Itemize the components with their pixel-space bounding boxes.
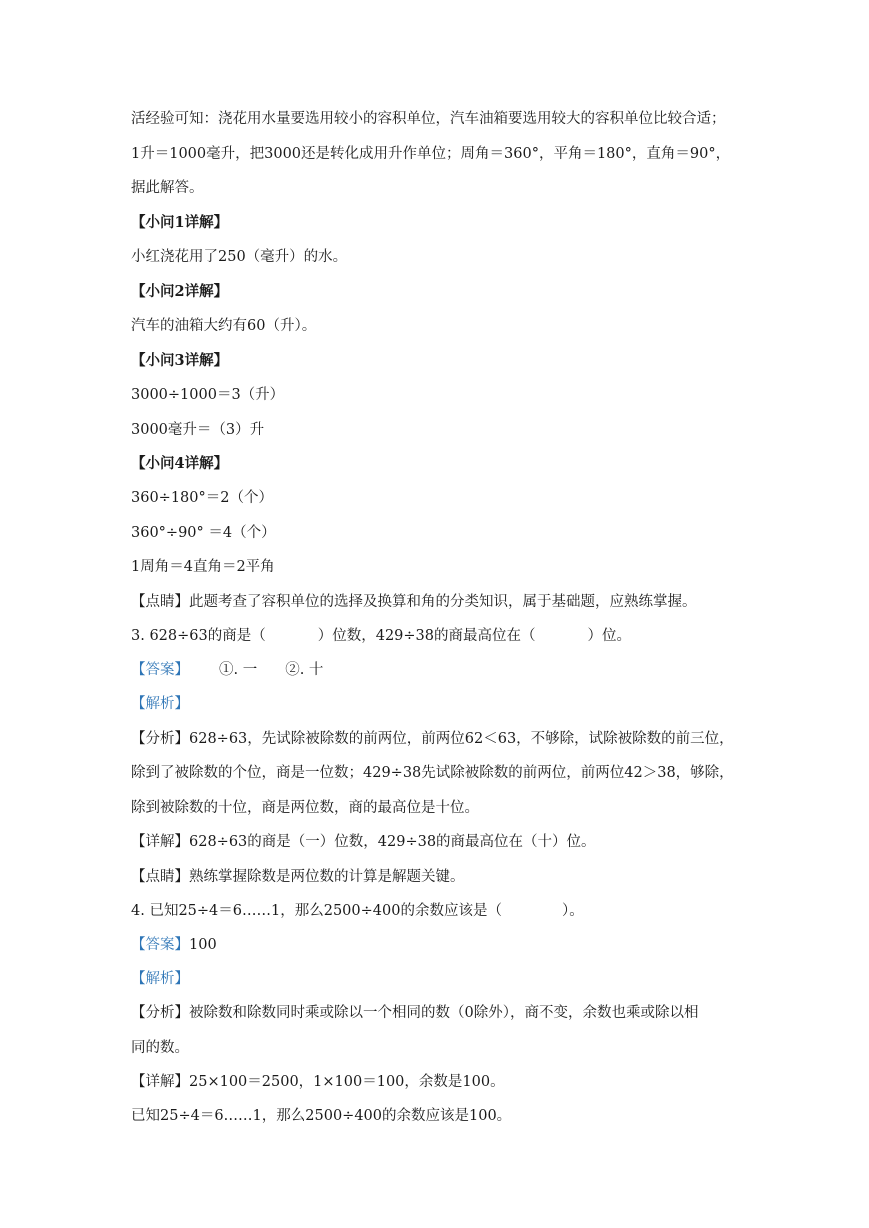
text-line: 除到了被除数的个位，商是一位数；429÷38先试除被除数的前两位，前两位42＞38，够除， bbox=[131, 765, 734, 781]
text-line: 【分析】被除数和除数同时乘或除以一个相同的数（0除外），商不变，余数也乘或除以相 bbox=[131, 1005, 699, 1021]
answer-value: ②. 十 bbox=[285, 662, 324, 678]
text-line: 小红浇花用了250（毫升）的水。 bbox=[131, 249, 348, 265]
detail-line: 【详解】25×100＝2500，1×100＝100，余数是100。 bbox=[131, 1074, 505, 1090]
section-heading: 【小问3详解】 bbox=[131, 352, 229, 369]
text-line: 据此解答。 bbox=[131, 180, 204, 196]
note-line: 【点睛】此题考查了容积单位的选择及换算和角的分类知识，属于基础题，应熟练掌握。 bbox=[131, 594, 697, 610]
text-line: 360÷180°＝2（个） bbox=[131, 490, 273, 506]
answer-label: 【答案】 bbox=[131, 662, 189, 678]
section-heading: 【小问1详解】 bbox=[131, 214, 229, 231]
text-line: 活经验可知：浇花用水量要选用较小的容积单位，汽车油箱要选用较大的容积单位比较合适； bbox=[131, 111, 726, 127]
question-text: 已知25÷4＝6……1，那么2500÷400的余数应该是（ bbox=[149, 903, 502, 919]
text-line: 除到被除数的十位，商是两位数，商的最高位是十位。 bbox=[131, 800, 479, 816]
answer-label: 【答案】 bbox=[131, 937, 189, 953]
answer-value: 100 bbox=[189, 937, 217, 953]
text-line: 3000÷1000＝3（升） bbox=[131, 387, 285, 403]
question-text: 628÷63的商是（ bbox=[149, 628, 266, 644]
answer-value: ①. 一 bbox=[219, 662, 258, 678]
question-text: ）。 bbox=[561, 903, 584, 919]
text-line: 同的数。 bbox=[131, 1040, 189, 1056]
section-heading: 【小问2详解】 bbox=[131, 283, 229, 300]
analysis-label: 【解析】 bbox=[131, 696, 189, 712]
question-text: ）位数，429÷38的商最高位在（ bbox=[317, 628, 536, 644]
text-line: 1周角＝4直角＝2平角 bbox=[131, 559, 275, 575]
detail-line: 【详解】628÷63的商是（一）位数，429÷38的商最高位在（十）位。 bbox=[131, 834, 596, 850]
question-4-answer bbox=[131, 935, 741, 955]
question-3-stem bbox=[131, 626, 741, 646]
question-text: ）位。 bbox=[587, 628, 632, 644]
text-line: 汽车的油箱大约有60（升）。 bbox=[131, 318, 317, 334]
text-line: 【分析】628÷63，先试除被除数的前两位，前两位62＜63，不够除，试除被除数的前三位， bbox=[131, 731, 734, 747]
note-line: 【点睛】熟练掌握除数是两位数的计算是解题关键。 bbox=[131, 869, 465, 885]
text-line: 360°÷90° ＝4（个） bbox=[131, 525, 276, 541]
question-number: 3. bbox=[131, 628, 145, 644]
analysis-label: 【解析】 bbox=[131, 971, 189, 987]
text-line: 已知25÷4＝6……1，那么2500÷400的余数应该是100。 bbox=[131, 1108, 512, 1124]
question-3-answer bbox=[131, 660, 741, 680]
question-4-stem bbox=[131, 901, 741, 921]
text-line: 1升＝1000毫升，把3000还是转化成用升作单位；周角＝360°，平角＝180°，直角＝90°， bbox=[131, 146, 731, 162]
question-number: 4. bbox=[131, 903, 145, 919]
text-line: 3000毫升＝（3）升 bbox=[131, 422, 265, 438]
section-heading: 【小问4详解】 bbox=[131, 455, 229, 472]
